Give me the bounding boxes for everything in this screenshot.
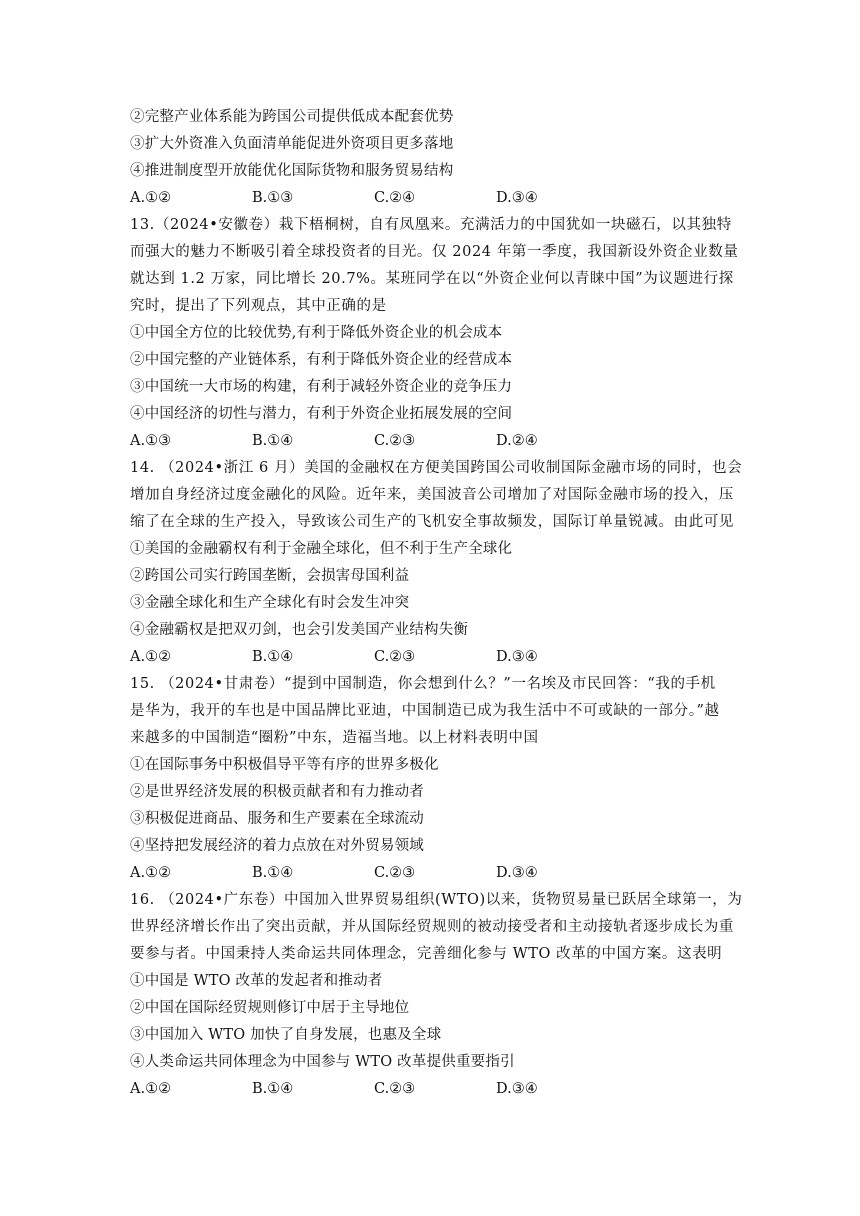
document-page — [130, 104, 743, 1103]
statement-3: ③金融全球化和生产全球化有时会发生冲突 — [130, 595, 410, 611]
option-b: B.①③ — [252, 190, 294, 206]
option-a: A.①② — [130, 865, 172, 881]
option-c: C.②③ — [374, 865, 416, 881]
question-stem-line: 就达到 1.2 万家，同比增长 20.7%。某班同学在以“外资企业何以青睐中国”为议题进行探 — [130, 271, 734, 287]
option-b: B.①④ — [252, 1081, 294, 1097]
question-15 — [130, 671, 730, 887]
statement-4: ④坚持把发展经济的着力点放在对外贸易领域 — [130, 838, 424, 854]
option-a: A.①② — [130, 649, 172, 665]
option-c: C.②④ — [374, 190, 416, 206]
question-stem-line: 14. （2024•浙江 6 月）美国的金融权在方便美国跨国公司收制国际金融市场的同时，也会 — [130, 460, 743, 476]
statement-2: ②跨国公司实行跨国垄断，会损害母国利益 — [130, 568, 410, 584]
answer-options — [130, 644, 730, 671]
statement-4: ④中国经济的切性与潜力，有利于外资企业拓展发展的空间 — [130, 406, 513, 422]
question-stem-line: 来越多的中国制造“圈粉”中东，造福当地。以上材料表明中国 — [130, 730, 539, 746]
question-14 — [130, 455, 743, 671]
statement-2: ②是世界经济发展的积极贡献者和有力推动者 — [130, 784, 424, 800]
option-a: A.①② — [130, 190, 172, 206]
option-d: D.③④ — [496, 1081, 538, 1097]
question-13 — [130, 212, 739, 455]
question-stem-line: 16. （2024•广东卷）中国加入世界贸易组织(WTO)以来，货物贸易量已跃居全球第一，为 — [130, 892, 743, 908]
statement-3: ③中国加入 WTO 加快了自身发展，也惠及全球 — [130, 1027, 442, 1043]
option-d: D.③④ — [496, 649, 538, 665]
option-d: D.③④ — [496, 190, 538, 206]
answer-options — [130, 860, 730, 887]
option-b: B.①④ — [252, 433, 294, 449]
statement-2: ②完整产业体系能为跨国公司提供低成本配套优势 — [130, 109, 454, 125]
question-stem-line: 世界经济增长作出了突出贡献，并从国际经贸规则的被动接受者和主动接轨者逐步成长为重 — [130, 919, 734, 935]
statement-2: ②中国完整的产业链体系，有利于降低外资企业的经营成本 — [130, 352, 513, 368]
statement-4: ④人类命运共同体理念为中国参与 WTO 改革提供重要指引 — [130, 1054, 515, 1070]
statement-1: ①美国的金融霸权有利于金融全球化，但不利于生产全球化 — [130, 541, 513, 557]
statement-1: ①中国是 WTO 改革的发起者和推动者 — [130, 973, 383, 989]
answer-options — [130, 428, 730, 455]
answer-options — [130, 185, 730, 212]
option-c: C.②③ — [374, 433, 416, 449]
question-stem-line: 15. （2024•甘肃卷）“提到中国制造，你会想到什么？”一名埃及市民回答：“我的手机 — [130, 676, 716, 692]
question-stem-line: 是华为，我开的车也是中国品牌比亚迪，中国制造已成为我生活中不可或缺的一部分。”越 — [130, 703, 720, 719]
option-d: D.②④ — [496, 433, 538, 449]
question-stem-line: 增加自身经济过度金融化的风险。近年来，美国波音公司增加了对国际金融市场的投入，压 — [130, 487, 734, 503]
answer-options — [130, 1076, 730, 1103]
statement-2: ②中国在国际经贸规则修订中居于主导地位 — [130, 1000, 410, 1016]
statement-4: ④推进制度型开放能优化国际货物和服务贸易结构 — [130, 163, 454, 179]
question-stem-line: 缩了在全球的生产投入，导致该公司生产的飞机安全事故频发，国际订单量锐减。由此可见 — [130, 514, 734, 530]
question-16 — [130, 887, 743, 1103]
option-b: B.①④ — [252, 865, 294, 881]
option-c: C.②③ — [374, 649, 416, 665]
option-a: A.①③ — [130, 433, 172, 449]
question-stem-line: 13.（2024•安徽卷）栽下梧桐树，自有凤凰来。充满活力的中国犹如一块磁石，以其独特 — [130, 217, 732, 233]
option-c: C.②③ — [374, 1081, 416, 1097]
statement-1: ①在国际事务中积极倡导平等有序的世界多极化 — [130, 757, 439, 773]
statement-3: ③中国统一大市场的构建，有利于减轻外资企业的竞争压力 — [130, 379, 513, 395]
question-12-tail — [130, 104, 730, 212]
option-d: D.③④ — [496, 865, 538, 881]
question-stem-line: 究时，提出了下列观点，其中正确的是 — [130, 298, 387, 314]
option-b: B.①④ — [252, 649, 294, 665]
question-stem-line: 要参与者。中国秉持人类命运共同体理念，完善细化参与 WTO 改革的中国方案。这表明 — [130, 946, 723, 962]
option-a: A.①② — [130, 1081, 172, 1097]
statement-3: ③积极促进商品、服务和生产要素在全球流动 — [130, 811, 424, 827]
statement-1: ①中国全方位的比较优势,有利于降低外资企业的机会成本 — [130, 325, 503, 341]
statement-4: ④金融霸权是把双刃剑，也会引发美国产业结构失衡 — [130, 622, 469, 638]
statement-3: ③扩大外资准入负面清单能促进外资项目更多落地 — [130, 136, 454, 152]
question-stem-line: 而强大的魅力不断吸引着全球投资者的目光。仅 2024 年第一季度，我国新设外资企业数量 — [130, 244, 739, 260]
